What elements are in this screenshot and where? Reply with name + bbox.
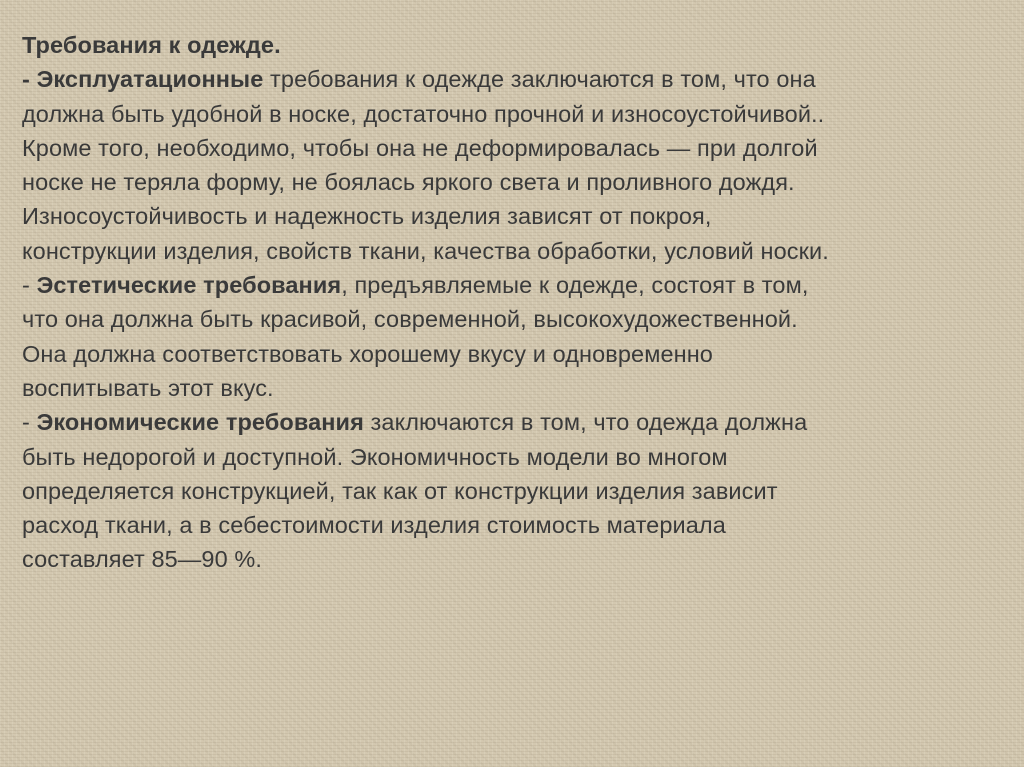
section-dash: -: [22, 272, 37, 299]
slide-body: [22, 28, 1012, 577]
section-text-line: расход ткани, а в себестоимости изделия стоимость материала: [22, 512, 726, 539]
section-text-line: , предъявляемые к одежде, состоят в том,: [341, 272, 809, 299]
section-text-line: Кроме того, необходимо, чтобы она не деформировалась — при долгой: [22, 134, 818, 161]
section-text-line: заключаются в том, что одежда должна: [363, 409, 808, 436]
slide-title: Требования к одежде.: [22, 32, 281, 58]
section-economic-lead: [22, 405, 1012, 439]
section-text-line: воспитывать этот вкус.: [22, 374, 274, 401]
section-text-line: должна быть удобной в носке, достаточно прочной и износоустойчивой..: [22, 100, 825, 127]
section-dash: -: [22, 409, 37, 436]
section-text-line: Износоустойчивость и надежность изделия зависят от покроя,: [22, 203, 712, 230]
section-operational-lead: [22, 62, 1012, 96]
section-text-line: носке не теряла форму, не боялась яркого света и проливного дождя.: [22, 169, 795, 196]
section-aesthetic-heading: Эстетические требования: [36, 272, 342, 299]
section-text-line: конструкции изделия, свойств ткани, качества обработки, условий носки.: [22, 237, 829, 264]
section-economic-heading: Экономические требования: [36, 409, 364, 436]
section-text-line: определяется конструкцией, так как от конструкции изделия зависит: [22, 477, 778, 504]
section-dash: -: [22, 66, 37, 93]
section-text-line: Она должна соответствовать хорошему вкусу и одновременно: [22, 340, 713, 367]
section-text-line: составляет 85—90 %.: [22, 546, 262, 573]
section-aesthetic-lead: [22, 268, 1012, 302]
section-text-line: быть недорогой и доступной. Экономичность модели во многом: [22, 443, 728, 470]
section-text-line: что она должна быть красивой, современной, высокохудожественной.: [22, 306, 798, 333]
section-operational-heading: Эксплуатационные: [36, 66, 264, 93]
section-text-line: требования к одежде заключаются в том, что она: [263, 66, 816, 93]
